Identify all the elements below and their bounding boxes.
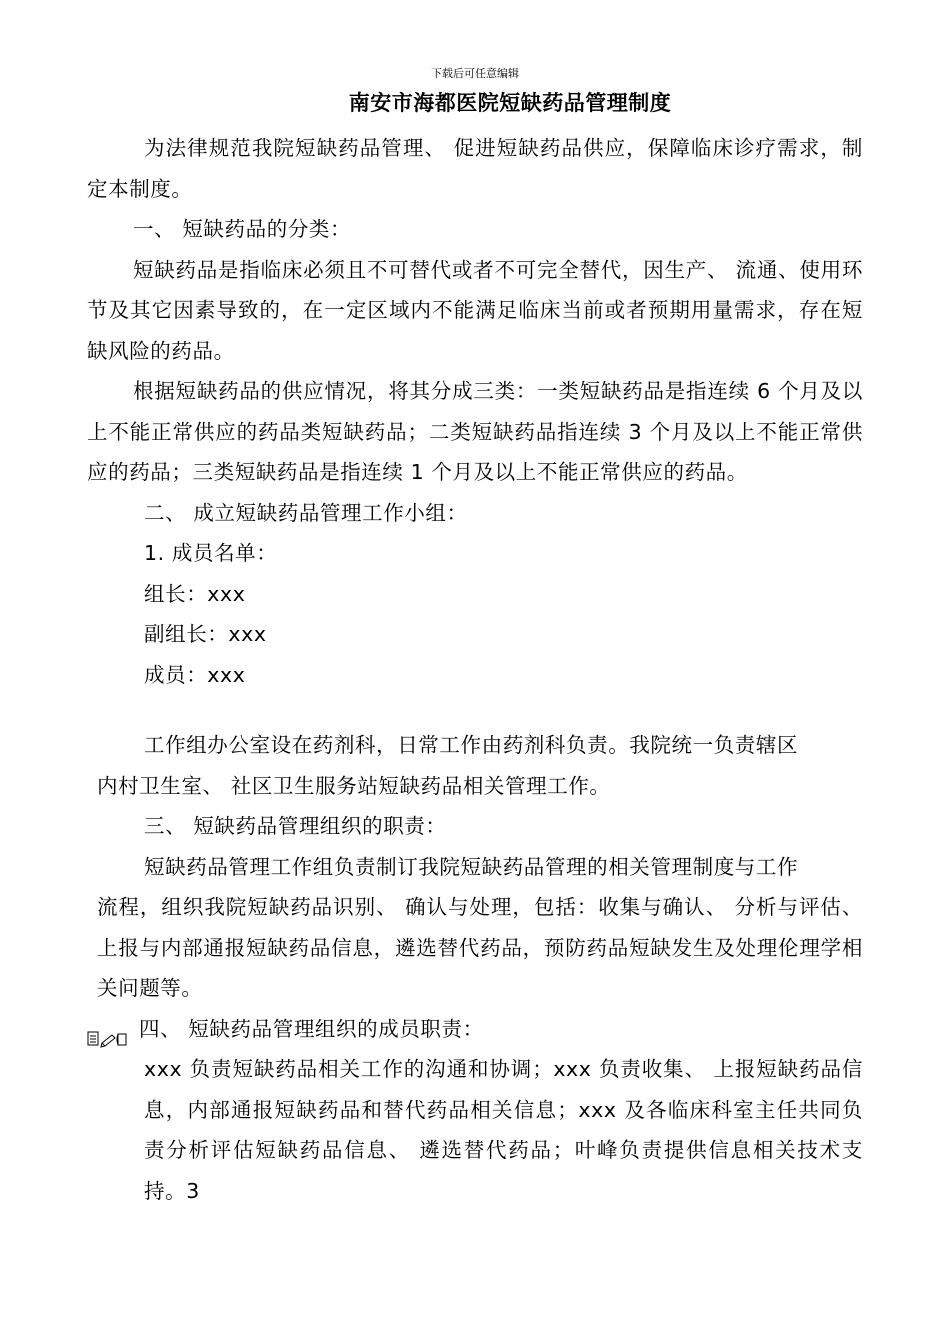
members-list-title: 1. 成员名单： — [144, 541, 278, 565]
paragraph-duties-rest: 流程，组织我院短缺药品识别、 确认与处理，包括：收集与确认、 分析与评估、 上报与内部通报短缺药品信息，遴选替代药品，预防药品短缺发生及处理伦理学相关问题等。 — [97, 895, 863, 1000]
paragraph-office-line2: 内村卫生室、 社区卫生服务站短缺药品相关管理工作。 — [97, 773, 611, 798]
member-deputy: 副组长：xxx — [144, 622, 267, 646]
heading-section-4-row — [87, 1009, 863, 1050]
document-title: 南安市海都医院短缺药品管理制度 — [348, 91, 672, 115]
heading-section-2: 二、 成立短缺药品管理工作小组： — [144, 500, 468, 525]
document-body — [87, 128, 863, 1211]
header-note: 下载后可任意编辑 — [431, 67, 519, 80]
paragraph-member-duties: xxx 负责短缺药品相关工作的沟通和协调；xxx 负责收集、 上报短缺药品信息，内部通报短缺药品和替代药品相关信息；xxx 及各临床科室主任共同负责分析评估短缺药品信息、 遴选替代药品；叶峰负责提供信息相关技术支持。3 — [144, 1057, 863, 1203]
paragraph-definition: 短缺药品是指临床必须且不可替代或者不可完全替代，因生产、 流通、使用环节及其它因素导致的，在一定区域内不能满足临床当前或者预期用量需求，存在短缺风险的药品。 — [87, 257, 863, 363]
heading-section-4: 四、 短缺药品管理组织的成员职责： — [139, 1016, 484, 1041]
member-leader: 组长：xxx — [144, 581, 246, 606]
document-edit-icon — [87, 1021, 135, 1039]
paragraph-categories: 根据短缺药品的供应情况，将其分成三类：一类短缺药品是指连续 6 个月及以上不能正常供应的药品类短缺药品；二类短缺药品指连续 3 个月及以上不能正常供应的药品；三类短缺药品是指连续 1 个月及以上不能正常供应的药品。 — [87, 379, 863, 484]
member-members: 成员：xxx — [144, 662, 246, 687]
heading-section-3: 三、 短缺药品管理组织的职责： — [144, 814, 447, 838]
heading-section-1: 一、 短缺药品的分类： — [133, 217, 352, 241]
paragraph-office-line1: 工作组办公室设在药剂科，日常工作由药剂科负责。我院统一负责辖区 — [144, 733, 799, 757]
spacer — [87, 695, 863, 725]
paragraph-duties-line1: 短缺药品管理工作组负责制订我院短缺药品管理的相关管理制度与工作 — [144, 854, 799, 879]
paragraph-intro: 为法律规范我院短缺药品管理、 促进短缺药品供应，保障临床诊疗需求，制定本制度。 — [87, 136, 863, 201]
